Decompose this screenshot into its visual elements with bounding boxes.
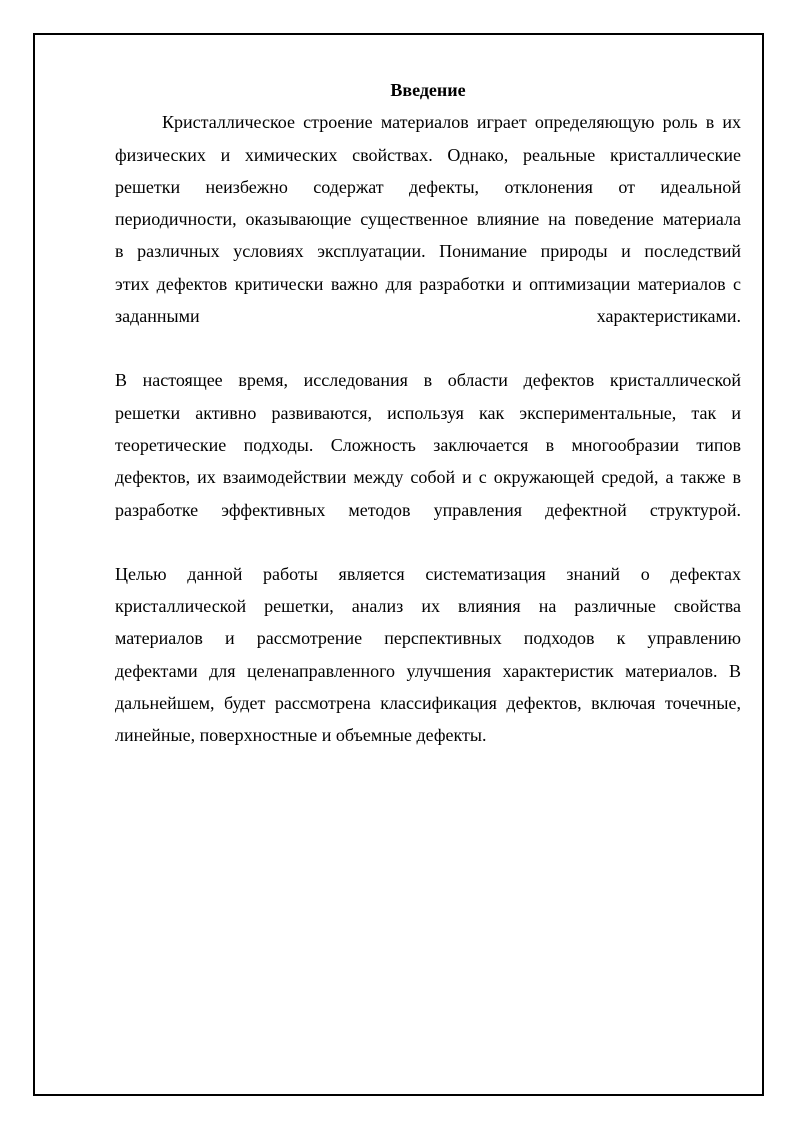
text-line: теоретические подходы. Сложность заключается в многообразии типов [115,434,741,455]
paragraph-3 [115,558,741,752]
paragraph-gap [115,526,741,558]
text-line: Кристаллическое строение материалов играет определяющую роль в их [162,112,741,133]
text-line: этих дефектов критически важно для разработки и оптимизации материалов с [115,273,741,294]
text-line: Целью данной работы является систематизация знаний о дефектах [115,563,741,584]
text-line: разработке эффективных методов управления дефектной структурой. [115,499,741,520]
text-line: физических и химических свойствах. Однако, реальные кристаллические [115,144,741,165]
text-line: дефектами для целенаправленного улучшения характеристик материалов. В [115,660,741,681]
text-line: в различных условиях эксплуатации. Понимание природы и последствий [115,241,741,262]
text-line: решетки активно развиваются, используя как экспериментальные, так и [115,402,741,423]
text-line: решетки неизбежно содержат дефекты, отклонения от идеальной [115,176,741,197]
text-line: линейные, поверхностные и объемные дефекты. [115,725,487,746]
text-line: кристаллической решетки, анализ их влияния на различные свойства [115,596,741,617]
paragraph-1 [115,106,741,332]
text-line: дальнейшем, будет рассмотрена классификация дефектов, включая точечные, [115,693,741,714]
text-line: дефектов, их взаимодействии между собой и с окружающей средой, а также в [115,467,741,488]
paragraph-2 [115,364,741,525]
paragraph-gap [115,332,741,364]
text-line: В настоящее время, исследования в области дефектов кристаллической [115,370,741,391]
document-body [115,74,741,752]
document-title: Введение [390,80,466,100]
text-line: заданными характеристиками. [115,306,741,327]
text-line: периодичности, оказывающие существенное влияние на поведение материала [115,209,741,230]
text-line: материалов и рассмотрение перспективных подходов к управлению [115,628,741,649]
